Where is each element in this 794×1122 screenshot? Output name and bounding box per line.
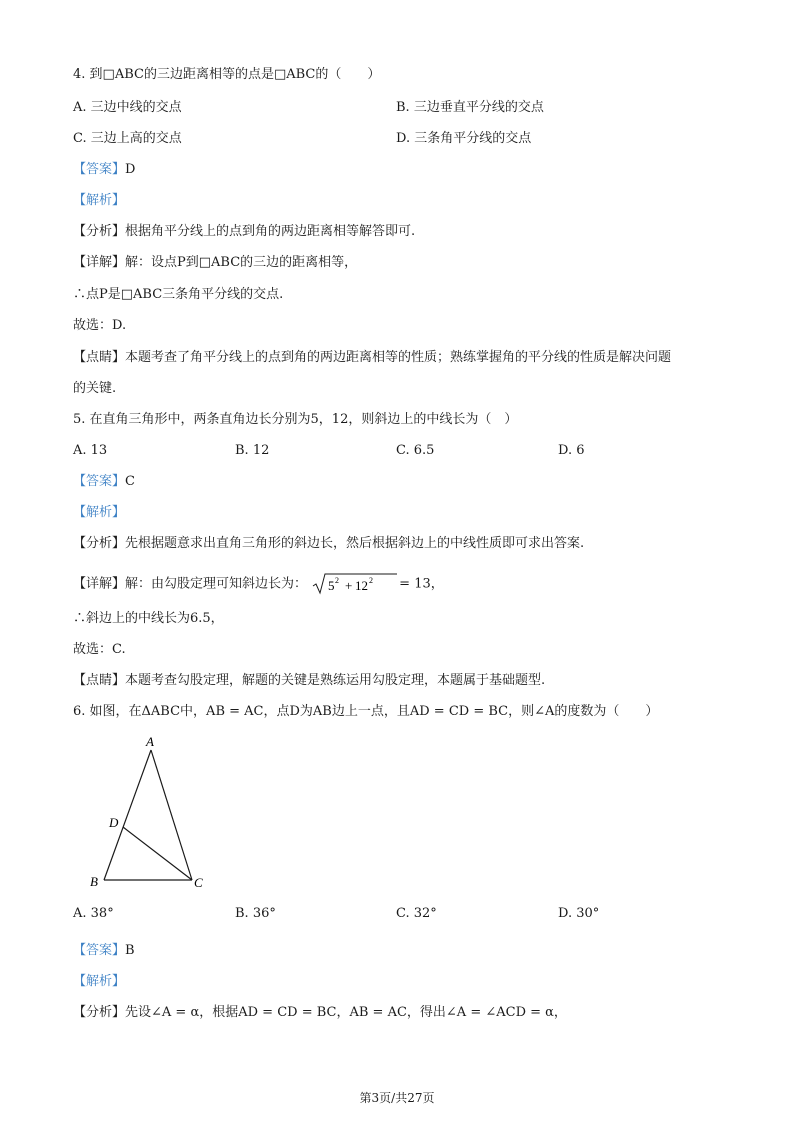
q6-option-c: C. 32° <box>396 906 437 921</box>
fenxi-tag: 【分析】 <box>73 1005 126 1020</box>
xiangjie-tag: 【详解】 <box>73 576 126 592</box>
q5-choose: 故选：C. <box>73 642 126 657</box>
q4-therefore: ∴点P是□ABC三条角平分线的交点. <box>73 287 284 302</box>
fenxi-tag: 【分析】 <box>73 224 126 239</box>
q6-option-b: B. 36° <box>235 906 276 921</box>
q4-xiangjie-line <box>73 254 357 272</box>
q5-option-b: B. 12 <box>235 443 270 458</box>
sqrt-formula <box>311 572 399 596</box>
q5-stem: 5. 在直角三角形中，两条直角边长分别为5，12，则斜边上的中线长为（ ） <box>73 412 518 427</box>
label-c: C <box>194 875 203 890</box>
edge-ac <box>151 750 192 880</box>
fenxi-tag: 【分析】 <box>73 536 126 551</box>
answer-tag: 【答案】 <box>73 162 126 177</box>
q5-fenxi: 先根据题意求出直角三角形的斜边长，然后根据斜边上的中线性质即可求出答案. <box>125 536 585 551</box>
q4-option-b: B. 三边垂直平分线的交点 <box>396 100 544 115</box>
q4-dianjing-2: 的关键. <box>73 381 117 396</box>
q6-option-d: D. 30° <box>558 906 600 921</box>
dianjing-tag: 【点睛】 <box>73 350 126 365</box>
formula-a-exp: 2 <box>335 576 340 585</box>
q6-fenxi-line <box>73 1004 567 1022</box>
q4-dianjing-1: 本题考查了角平分线上的点到角的两边距离相等的性质；熟练掌握角的平分线的性质是解决问题 <box>125 350 672 365</box>
q4-analysis-tag: 【解析】 <box>73 193 126 208</box>
q5-dianjing-line <box>73 672 545 690</box>
label-b: B <box>90 874 98 889</box>
q5-fenxi-line <box>73 535 584 553</box>
q6-stem: 6. 如图，在ΔABC中，AB = AC，点D为AB边上一点，且AD = CD = BC，则∠A的度数为（ ） <box>73 704 659 719</box>
q5-therefore: ∴斜边上的中线长为6.5， <box>73 611 224 626</box>
q4-fenxi-line <box>73 223 415 241</box>
answer-tag: 【答案】 <box>73 943 126 958</box>
label-d: D <box>109 815 119 830</box>
q5-answer: C <box>125 474 135 489</box>
formula-b: 12 <box>355 578 369 593</box>
q4-option-c: C. 三边上高的交点 <box>73 131 182 146</box>
label-a: A <box>146 734 154 749</box>
q6-fenxi: 先设∠A = α，根据AD = CD = BC，AB = AC，得出∠A = ∠ACD = α， <box>125 1005 567 1020</box>
q6-option-a: A. 38° <box>73 906 114 921</box>
formula-b-exp: 2 <box>369 576 374 585</box>
q5-answer-line <box>73 473 135 491</box>
q6-answer: B <box>125 943 135 958</box>
page-footer: 第3页/共27页 <box>359 1091 435 1105</box>
q4-xiangjie: 解：设点P到□ABC的三边的距离相等， <box>125 255 358 270</box>
q5-analysis-tag: 【解析】 <box>73 505 126 520</box>
q5-formula-result: = 13， <box>399 576 444 592</box>
q5-option-d: D. 6 <box>558 443 585 458</box>
q5-option-a: A. 13 <box>73 443 108 458</box>
q4-dianjing-line <box>73 349 671 367</box>
q4-choose: 故选：D. <box>73 318 127 333</box>
q4-option-a: A. 三边中线的交点 <box>73 100 182 115</box>
triangle-figure <box>80 732 220 892</box>
q5-dianjing: 本题考查勾股定理，解题的关键是熟练运用勾股定理，本题属于基础题型. <box>125 673 546 688</box>
q4-fenxi: 根据角平分线上的点到角的两边距离相等解答即可. <box>125 224 416 239</box>
answer-tag: 【答案】 <box>73 474 126 489</box>
formula-a: 5 <box>328 578 335 593</box>
q4-stem: 4. 到□ABC的三边距离相等的点是□ABC的（ ） <box>73 67 381 82</box>
q5-option-c: C. 6.5 <box>396 443 435 458</box>
xiangjie-tag: 【详解】 <box>73 255 126 270</box>
q5-xiangjie: 解：由勾股定理可知斜边长为： <box>125 576 308 592</box>
q4-answer: D <box>125 162 136 177</box>
edge-dc <box>123 827 192 880</box>
svg-text:+: + <box>345 578 353 593</box>
q5-xiangjie-line <box>73 572 444 596</box>
q6-analysis-tag: 【解析】 <box>73 974 126 989</box>
dianjing-tag: 【点睛】 <box>73 673 126 688</box>
q4-option-d: D. 三条角平分线的交点 <box>396 131 532 146</box>
q6-answer-line <box>73 942 135 960</box>
q4-answer-line <box>73 161 135 179</box>
